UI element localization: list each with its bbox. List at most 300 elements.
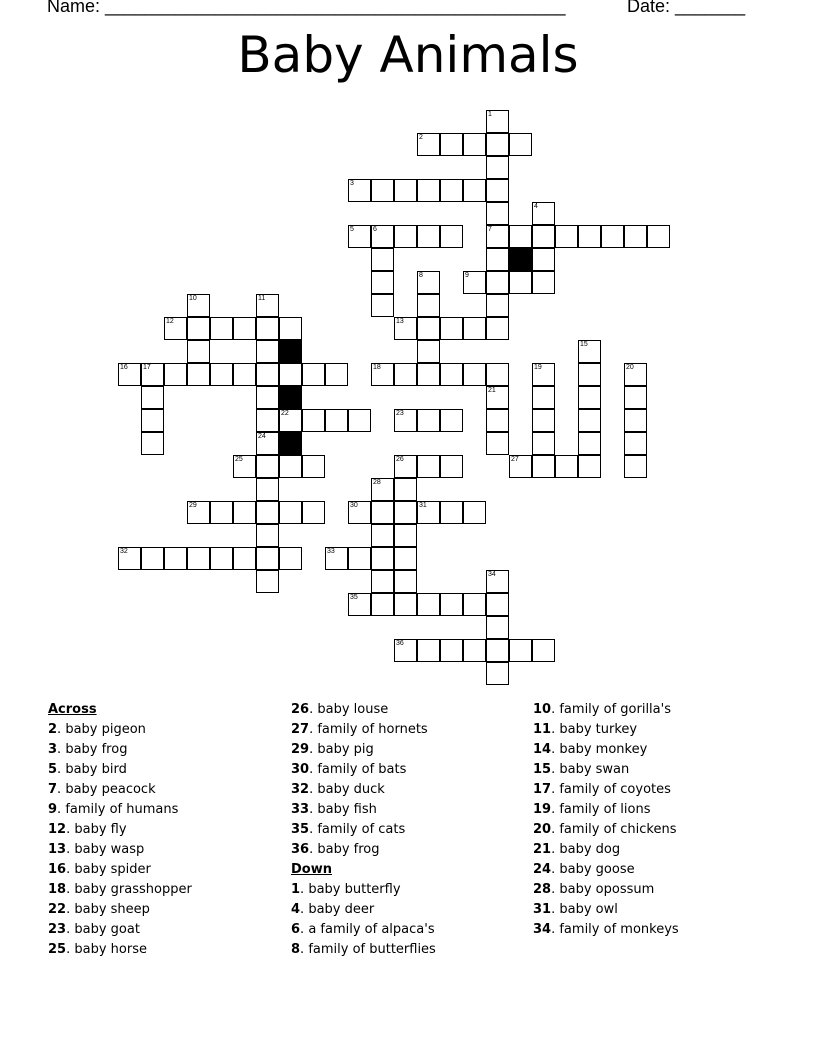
grid-cell[interactable]: [578, 340, 601, 363]
grid-cell[interactable]: [624, 363, 647, 386]
grid-cell[interactable]: [440, 455, 463, 478]
clue-item-number: 6: [291, 922, 301, 937]
clue-item: 31. baby owl: [533, 902, 618, 917]
grid-cell[interactable]: [210, 363, 233, 386]
grid-cell[interactable]: [440, 501, 463, 524]
grid-cell[interactable]: [463, 133, 486, 156]
grid-cell[interactable]: [463, 363, 486, 386]
clue-item-text: baby peacock: [65, 782, 156, 797]
grid-cell[interactable]: [256, 340, 279, 363]
clue-item-number: 2: [48, 722, 58, 737]
grid-cell[interactable]: [394, 570, 417, 593]
clue-item: 23. baby goat: [48, 922, 140, 937]
grid-cell[interactable]: [141, 386, 164, 409]
grid-cell[interactable]: [141, 363, 164, 386]
clue-item-text: family of gorilla's: [559, 702, 671, 717]
clue-item: 35. family of cats: [291, 822, 406, 837]
grid-cell[interactable]: [532, 639, 555, 662]
clue-number: 18: [373, 364, 381, 371]
grid-cell[interactable]: [371, 570, 394, 593]
grid-cell[interactable]: [371, 593, 394, 616]
clue-item-number: 28: [533, 882, 552, 897]
clue-item-number: 25: [48, 942, 67, 957]
grid-cell[interactable]: [486, 156, 509, 179]
clue-number: 7: [488, 226, 492, 233]
grid-cell[interactable]: [302, 409, 325, 432]
clue-item-number: 30: [291, 762, 310, 777]
grid-cell[interactable]: [486, 202, 509, 225]
grid-cell[interactable]: [555, 225, 578, 248]
clue-number: 1: [488, 111, 492, 118]
grid-cell[interactable]: [256, 386, 279, 409]
clue-number: 16: [120, 364, 128, 371]
clue-item: 9. family of humans: [48, 802, 179, 817]
grid-cell[interactable]: [463, 271, 486, 294]
grid-cell[interactable]: [509, 639, 532, 662]
clue-number: 12: [166, 318, 174, 325]
clue-item: 14. baby monkey: [533, 742, 648, 757]
clue-item-text: baby sheep: [74, 902, 150, 917]
grid-cell[interactable]: [141, 432, 164, 455]
clue-item: 30. family of bats: [291, 762, 407, 777]
clue-item: 13. baby wasp: [48, 842, 145, 857]
grid-cell[interactable]: [256, 432, 279, 455]
clue-item-number: 34: [533, 922, 552, 937]
grid-cell[interactable]: [486, 317, 509, 340]
grid-cell[interactable]: [279, 409, 302, 432]
clue-item-number: 36: [291, 842, 310, 857]
grid-cell[interactable]: [440, 593, 463, 616]
grid-cell[interactable]: [371, 547, 394, 570]
clue-number: 8: [419, 272, 423, 279]
grid-cell[interactable]: [256, 524, 279, 547]
grid-cell[interactable]: [486, 662, 509, 685]
grid-cell[interactable]: [417, 133, 440, 156]
grid-cell[interactable]: [486, 271, 509, 294]
clue-item: 34. family of monkeys: [533, 922, 679, 937]
clue-number: 19: [534, 364, 542, 371]
grid-cell[interactable]: [417, 225, 440, 248]
grid-cell[interactable]: [325, 363, 348, 386]
grid-cell[interactable]: [624, 225, 647, 248]
clue-item-text: family of lions: [559, 802, 651, 817]
grid-cell[interactable]: [394, 547, 417, 570]
grid-cell[interactable]: [187, 317, 210, 340]
clue-item-text: baby fish: [317, 802, 377, 817]
grid-cell[interactable]: [187, 547, 210, 570]
grid-cell[interactable]: [302, 455, 325, 478]
grid-cell[interactable]: [624, 386, 647, 409]
grid-cell[interactable]: [532, 455, 555, 478]
grid-cell[interactable]: [325, 409, 348, 432]
grid-cell[interactable]: [440, 639, 463, 662]
grid-cell[interactable]: [486, 593, 509, 616]
clue-item-number: 22: [48, 902, 67, 917]
grid-cell[interactable]: [348, 593, 371, 616]
grid-cell[interactable]: [371, 179, 394, 202]
grid-cell[interactable]: [417, 317, 440, 340]
clue-item-text: family of humans: [65, 802, 179, 817]
grid-cell[interactable]: [348, 547, 371, 570]
grid-cell[interactable]: [187, 363, 210, 386]
grid-cell[interactable]: [164, 317, 187, 340]
clue-item-text: baby fly: [74, 822, 127, 837]
clue-item-number: 5: [48, 762, 58, 777]
clue-number: 4: [534, 203, 538, 210]
grid-cell[interactable]: [371, 478, 394, 501]
grid-cell[interactable]: [417, 179, 440, 202]
grid-cell[interactable]: [440, 363, 463, 386]
grid-cell[interactable]: [394, 455, 417, 478]
grid-cell[interactable]: [624, 432, 647, 455]
grid-cell[interactable]: [532, 409, 555, 432]
clue-item-text: baby monkey: [559, 742, 648, 757]
grid-cell[interactable]: [463, 179, 486, 202]
grid-cell[interactable]: [440, 225, 463, 248]
grid-cell[interactable]: [210, 501, 233, 524]
clue-number: 6: [373, 226, 377, 233]
grid-cell[interactable]: [325, 547, 348, 570]
grid-cell[interactable]: [417, 363, 440, 386]
clue-item-text: baby frog: [317, 842, 380, 857]
grid-cell[interactable]: [440, 179, 463, 202]
grid-cell[interactable]: [371, 271, 394, 294]
grid-cell[interactable]: [532, 432, 555, 455]
grid-cell[interactable]: [279, 317, 302, 340]
clue-item: 20. family of chickens: [533, 822, 677, 837]
grid-cell[interactable]: [210, 547, 233, 570]
grid-cell[interactable]: [578, 386, 601, 409]
grid-cell[interactable]: [348, 409, 371, 432]
grid-cell[interactable]: [647, 225, 670, 248]
grid-cell[interactable]: [394, 501, 417, 524]
clue-item-number: 13: [48, 842, 67, 857]
grid-cell[interactable]: [486, 110, 509, 133]
clue-item: 16. baby spider: [48, 862, 151, 877]
clue-item-number: 26: [291, 702, 310, 717]
grid-cell[interactable]: [578, 409, 601, 432]
grid-cell[interactable]: [164, 363, 187, 386]
grid-cell[interactable]: [348, 225, 371, 248]
grid-cell[interactable]: [417, 340, 440, 363]
clue-item-number: 35: [291, 822, 310, 837]
grid-cell[interactable]: [256, 317, 279, 340]
grid-cell[interactable]: [233, 547, 256, 570]
clue-item-number: 8: [291, 942, 301, 957]
grid-cell[interactable]: [417, 455, 440, 478]
clue-item-number: 31: [533, 902, 552, 917]
clue-item: 10. family of gorilla's: [533, 702, 671, 717]
grid-cell[interactable]: [187, 501, 210, 524]
clue-item-number: 15: [533, 762, 552, 777]
grid-cell[interactable]: [279, 455, 302, 478]
grid-cell[interactable]: [141, 409, 164, 432]
clue-item: 6. a family of alpaca's: [291, 922, 435, 937]
grid-cell[interactable]: [417, 409, 440, 432]
grid-cell[interactable]: [233, 363, 256, 386]
grid-cell[interactable]: [486, 248, 509, 271]
clue-item-number: 24: [533, 862, 552, 877]
clue-item-text: baby owl: [559, 902, 618, 917]
clue-number: 11: [258, 295, 266, 302]
clue-item-number: 1: [291, 882, 301, 897]
grid-cell[interactable]: [371, 524, 394, 547]
grid-cell[interactable]: [463, 317, 486, 340]
grid-cell[interactable]: [578, 432, 601, 455]
grid-cell[interactable]: [486, 639, 509, 662]
clue-number: 3: [350, 180, 354, 187]
down-heading: Down: [291, 862, 332, 877]
clue-item: 7. baby peacock: [48, 782, 156, 797]
grid-cell[interactable]: [555, 455, 578, 478]
clue-item-text: family of cats: [317, 822, 406, 837]
clue-item: 29. baby pig: [291, 742, 374, 757]
grid-cell[interactable]: [624, 455, 647, 478]
clue-number: 2: [419, 134, 423, 141]
clue-item-text: family of hornets: [317, 722, 428, 737]
clue-item-number: 19: [533, 802, 552, 817]
clue-item-number: 27: [291, 722, 310, 737]
clue-item: 25. baby horse: [48, 942, 147, 957]
clue-item: 33. baby fish: [291, 802, 377, 817]
grid-cell[interactable]: [532, 271, 555, 294]
clue-item: 3. baby frog: [48, 742, 128, 757]
grid-cell[interactable]: [279, 547, 302, 570]
grid-cell[interactable]: [141, 547, 164, 570]
name-field[interactable]: Name: ______________________________________________: [47, 0, 566, 16]
clue-number: 30: [350, 502, 358, 509]
clue-item-text: baby dog: [559, 842, 621, 857]
clue-item: 36. baby frog: [291, 842, 380, 857]
grid-cell[interactable]: [118, 547, 141, 570]
clue-item: 8. family of butterflies: [291, 942, 436, 957]
clue-item-text: family of butterflies: [308, 942, 436, 957]
black-square: [279, 432, 302, 455]
clue-number: 13: [396, 318, 404, 325]
clue-item: 5. baby bird: [48, 762, 127, 777]
grid-cell[interactable]: [417, 271, 440, 294]
grid-cell[interactable]: [256, 570, 279, 593]
grid-cell[interactable]: [486, 225, 509, 248]
clue-number: 17: [143, 364, 151, 371]
grid-cell[interactable]: [164, 547, 187, 570]
clue-number: 24: [258, 433, 266, 440]
grid-cell[interactable]: [417, 639, 440, 662]
grid-cell[interactable]: [486, 363, 509, 386]
clue-item-number: 11: [533, 722, 552, 737]
grid-cell[interactable]: [394, 593, 417, 616]
grid-cell[interactable]: [233, 317, 256, 340]
clue-item: 1. baby butterfly: [291, 882, 401, 897]
grid-cell[interactable]: [532, 202, 555, 225]
grid-cell[interactable]: [532, 386, 555, 409]
grid-cell[interactable]: [417, 294, 440, 317]
clue-item: 19. family of lions: [533, 802, 651, 817]
grid-cell[interactable]: [279, 501, 302, 524]
clue-number: 28: [373, 479, 381, 486]
clue-item-text: baby frog: [65, 742, 128, 757]
grid-cell[interactable]: [532, 248, 555, 271]
grid-cell[interactable]: [509, 271, 532, 294]
across-heading: Across: [48, 702, 97, 717]
grid-cell[interactable]: [417, 501, 440, 524]
clue-item-number: 29: [291, 742, 310, 757]
grid-cell[interactable]: [210, 317, 233, 340]
clue-number: 26: [396, 456, 404, 463]
clue-item-number: 14: [533, 742, 552, 757]
clue-item-number: 9: [48, 802, 58, 817]
clue-item-number: 17: [533, 782, 552, 797]
grid-cell[interactable]: [187, 294, 210, 317]
grid-cell[interactable]: [256, 478, 279, 501]
clue-item: 22. baby sheep: [48, 902, 150, 917]
clue-number: 27: [511, 456, 519, 463]
clue-item-text: baby horse: [74, 942, 147, 957]
grid-cell[interactable]: [486, 570, 509, 593]
grid-cell[interactable]: [256, 547, 279, 570]
grid-cell[interactable]: [486, 386, 509, 409]
clue-item-text: baby duck: [317, 782, 385, 797]
clue-item-text: baby goose: [559, 862, 635, 877]
grid-cell[interactable]: [371, 248, 394, 271]
grid-cell[interactable]: [256, 363, 279, 386]
clue-number: 20: [626, 364, 634, 371]
clue-column-1: [48, 700, 192, 960]
clue-number: 36: [396, 640, 404, 647]
clue-number: 15: [580, 341, 588, 348]
clue-column-2: [291, 700, 436, 960]
grid-cell[interactable]: [532, 363, 555, 386]
grid-cell[interactable]: [256, 501, 279, 524]
clue-item-text: baby butterfly: [308, 882, 401, 897]
grid-cell[interactable]: [394, 363, 417, 386]
grid-cell[interactable]: [509, 133, 532, 156]
grid-cell[interactable]: [486, 432, 509, 455]
grid-cell[interactable]: [233, 501, 256, 524]
clue-item-text: baby louse: [317, 702, 389, 717]
clue-item: 12. baby fly: [48, 822, 127, 837]
grid-cell[interactable]: [279, 363, 302, 386]
grid-cell[interactable]: [302, 501, 325, 524]
grid-cell[interactable]: [578, 363, 601, 386]
page-title: Baby Animals: [237, 26, 579, 84]
grid-cell[interactable]: [578, 455, 601, 478]
grid-cell[interactable]: [233, 455, 256, 478]
grid-cell[interactable]: [371, 363, 394, 386]
clue-item-number: 3: [48, 742, 58, 757]
grid-cell[interactable]: [118, 363, 141, 386]
black-square: [279, 386, 302, 409]
clue-item-number: 16: [48, 862, 67, 877]
clue-number: 10: [189, 295, 197, 302]
clue-item-text: family of bats: [317, 762, 407, 777]
grid-cell[interactable]: [601, 225, 624, 248]
clue-item-text: family of monkeys: [559, 922, 679, 937]
grid-cell[interactable]: [302, 363, 325, 386]
clue-item: 32. baby duck: [291, 782, 385, 797]
grid-cell[interactable]: [394, 317, 417, 340]
clue-number: 34: [488, 571, 496, 578]
grid-cell[interactable]: [417, 593, 440, 616]
grid-cell[interactable]: [509, 225, 532, 248]
grid-cell[interactable]: [440, 409, 463, 432]
clue-number: 31: [419, 502, 427, 509]
grid-cell[interactable]: [394, 179, 417, 202]
clue-item-number: 20: [533, 822, 552, 837]
clue-item-text: family of chickens: [559, 822, 677, 837]
grid-cell[interactable]: [371, 225, 394, 248]
grid-cell[interactable]: [624, 409, 647, 432]
grid-cell[interactable]: [486, 294, 509, 317]
clue-item-number: 7: [48, 782, 58, 797]
grid-cell[interactable]: [578, 225, 601, 248]
grid-cell[interactable]: [486, 409, 509, 432]
clue-item: 11. baby turkey: [533, 722, 638, 737]
clue-item-number: 33: [291, 802, 310, 817]
clue-number: 23: [396, 410, 404, 417]
clue-item-text: baby turkey: [559, 722, 638, 737]
grid-cell[interactable]: [394, 524, 417, 547]
clue-item: 2. baby pigeon: [48, 722, 146, 737]
grid-cell[interactable]: [256, 409, 279, 432]
grid-cell[interactable]: [348, 179, 371, 202]
clue-number: 32: [120, 548, 128, 555]
clue-item-text: baby swan: [559, 762, 630, 777]
clue-item: 17. family of coyotes: [533, 782, 671, 797]
date-field[interactable]: Date: _______: [627, 0, 746, 16]
grid-cell[interactable]: [509, 455, 532, 478]
clue-number: 35: [350, 594, 358, 601]
clue-item: 26. baby louse: [291, 702, 389, 717]
grid-cell[interactable]: [371, 501, 394, 524]
grid-cell[interactable]: [440, 317, 463, 340]
grid-cell[interactable]: [486, 179, 509, 202]
grid-cell[interactable]: [486, 133, 509, 156]
clue-item-text: baby deer: [308, 902, 375, 917]
grid-cell[interactable]: [463, 501, 486, 524]
clue-item-text: baby pigeon: [65, 722, 146, 737]
grid-cell[interactable]: [256, 294, 279, 317]
clue-item-number: 10: [533, 702, 552, 717]
grid-cell[interactable]: [394, 478, 417, 501]
grid-cell[interactable]: [463, 639, 486, 662]
clue-column-3: [533, 700, 679, 940]
grid-cell[interactable]: [440, 133, 463, 156]
clue-item-number: 4: [291, 902, 301, 917]
grid-cell[interactable]: [394, 409, 417, 432]
clue-item-number: 32: [291, 782, 310, 797]
clue-item-number: 12: [48, 822, 67, 837]
clue-item-number: 18: [48, 882, 67, 897]
grid-cell[interactable]: [394, 225, 417, 248]
grid-cell[interactable]: [187, 340, 210, 363]
grid-cell[interactable]: [463, 593, 486, 616]
clue-number: 22: [281, 410, 289, 417]
clue-item-text: family of coyotes: [559, 782, 671, 797]
clue-number: 33: [327, 548, 335, 555]
grid-cell[interactable]: [486, 616, 509, 639]
grid-cell[interactable]: [256, 455, 279, 478]
black-square: [509, 248, 532, 271]
clue-item: 4. baby deer: [291, 902, 375, 917]
clue-item: 24. baby goose: [533, 862, 635, 877]
clue-number: 5: [350, 226, 354, 233]
grid-cell[interactable]: [532, 225, 555, 248]
grid-cell[interactable]: [394, 639, 417, 662]
clue-number: 21: [488, 387, 496, 394]
grid-cell[interactable]: [348, 501, 371, 524]
grid-cell[interactable]: [371, 294, 394, 317]
